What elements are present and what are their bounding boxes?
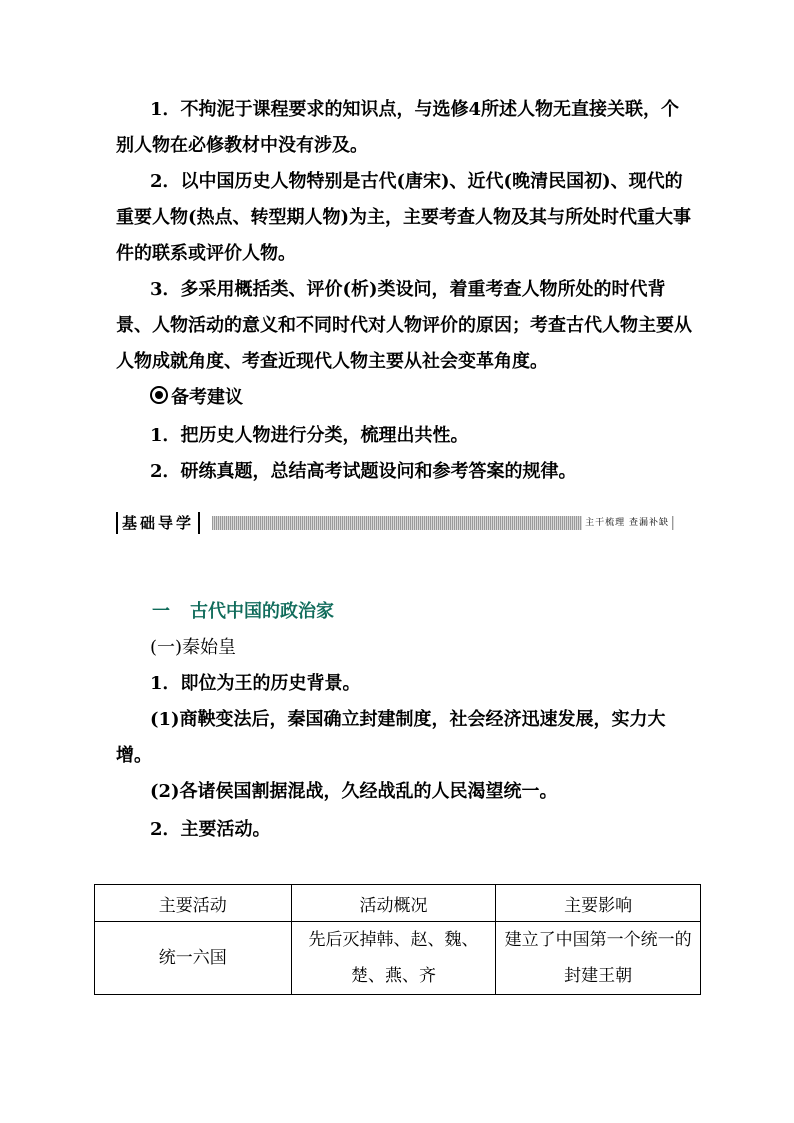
advice-item-2: 2．研练真题，总结高考试题设问和参考答案的规律。 — [150, 461, 577, 482]
intro-paragraph-3: 3．多采用概括类、评价(析)类设问，着重考查人物所处的时代背景、人物活动的意义和不同时代对人物评价的原因；考查古代人物主要从人物成就角度、考查近现代人物主要从社会变革角度。 — [116, 279, 692, 372]
activities-table — [94, 884, 701, 995]
advice-heading — [150, 380, 243, 416]
section-banner — [116, 512, 674, 534]
point-1-b: (2)各诸侯国割据混战，久经战乱的人民渴望统一。 — [150, 781, 558, 802]
point-2: 2．主要活动。 — [150, 819, 271, 840]
table-header-cell: 活动概况 — [291, 885, 496, 922]
table-header-cell: 主要影响 — [496, 885, 701, 922]
filled-circle-bullet-icon — [150, 386, 168, 404]
section-subtitle: (一)秦始皇 — [150, 637, 237, 658]
table-cell: 建立了中国第一个统一的封建王朝 — [496, 922, 701, 995]
point-1: 1．即位为王的历史背景。 — [150, 673, 361, 694]
section-title — [152, 594, 334, 630]
advice-item-1: 1．把历史人物进行分类，梳理出共性。 — [150, 425, 469, 446]
table-header-row — [95, 885, 701, 922]
banner-title: 基础导学 — [116, 512, 200, 534]
table-cell: 统一六国 — [95, 922, 292, 995]
banner-subtitle: 主干梳理 查漏补缺 — [582, 516, 672, 530]
intro-paragraph-2: 2．以中国历史人物特别是古代(唐宋)、近代(晚清民国初)、现代的重要人物(热点、转型期人物)为主，主要考查人物及其与所处时代重大事件的联系或评价人物。 — [116, 171, 692, 264]
table-row — [95, 922, 701, 995]
point-1-a: (1)商鞅变法后，秦国确立封建制度，社会经济迅速发展，实力大增。 — [116, 709, 666, 766]
intro-paragraph-1: 1．不拘泥于课程要求的知识点，与选修4所述人物无直接关联，个别人物在必修教材中没有涉及。 — [116, 99, 680, 156]
table-header-cell: 主要活动 — [95, 885, 292, 922]
table-cell: 先后灭掉韩、赵、魏、楚、燕、齐 — [291, 922, 496, 995]
section-number: 一 — [152, 601, 170, 622]
section-title-text: 古代中国的政治家 — [190, 601, 334, 622]
advice-heading-text: 备考建议 — [171, 387, 243, 408]
